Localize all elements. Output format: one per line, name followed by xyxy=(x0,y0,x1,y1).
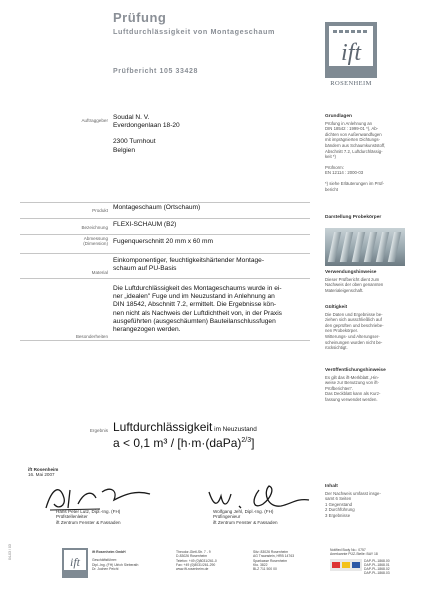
sidebar-line: fassung verwendet werden. xyxy=(325,396,378,402)
formula-exponent: 2/3 xyxy=(241,437,252,444)
divider xyxy=(20,253,310,254)
sidebar-darstellung xyxy=(325,215,405,222)
sidebar-line: EN 12114 : 2000-03 xyxy=(325,170,364,176)
footer-line: Anerkannte PÜZ-Stelle: BAY 18 xyxy=(330,552,378,557)
abmessung-value: Fugenquerschnitt 20 mm x 60 mm xyxy=(113,238,214,245)
footer-line: BLZ 711 500 00 xyxy=(253,567,277,572)
sidebar-heading: Inhalt xyxy=(325,484,338,489)
divider xyxy=(20,340,310,341)
divider xyxy=(20,218,310,219)
sidebar-line: samt 6 Seiten xyxy=(325,496,352,502)
footer-logo xyxy=(62,548,88,578)
signatory-dept: ift Zentrum Fenster & Fassaden xyxy=(56,519,121,525)
sidebar-line: bändern aus Schaumkunststoff, xyxy=(325,142,386,148)
sidebar-line: 1 Gegenstand xyxy=(325,501,352,507)
signatory-name: Hans Peter Lutz, Dipl.-Ing. (FH) xyxy=(56,509,121,514)
sidebar-line: mit imprägnierten Dichtungs- xyxy=(325,137,380,143)
sidebar-line: Der Nachweis umfasst insge- xyxy=(325,490,381,496)
formula-text: a < 0,1 m³ / [h·m·(daPa) xyxy=(113,436,242,450)
besonderheiten-line: herangezogen werden. xyxy=(113,326,181,334)
footer-line: Sitz: 83026 Rosenheim xyxy=(253,550,289,554)
sign-date: 16. Mai 2007 xyxy=(28,472,55,478)
formula-close: ] xyxy=(251,436,255,450)
bezeichnung-value: FLEXI-SCHAUM (B2) xyxy=(113,221,177,228)
footer-line: AG Traunstein, HRB 14763 xyxy=(253,554,295,559)
footer-line: Notified Body No.: 0757 xyxy=(330,548,366,552)
sidebar-line: dichten von Außenwandfugen xyxy=(325,131,382,137)
sidebar-line: Witterungs- und Alterungser- xyxy=(325,333,380,339)
sidebar-line: ziehen sich ausschließlich auf xyxy=(325,317,382,323)
sidebar-line: nen Probekörper. xyxy=(325,328,358,334)
footer-line: DAP-PL-1868.02 xyxy=(364,567,390,572)
accreditation-logos xyxy=(330,559,362,571)
sidebar-line: Dieser Prüfbericht dient zum xyxy=(325,276,380,282)
sidebar-line: 2 Durchführung xyxy=(325,507,355,513)
footer-company xyxy=(92,550,138,571)
sidebar-inhalt xyxy=(325,484,405,519)
label-besonderheiten: Besonderheiten xyxy=(75,334,108,339)
sidebar-line: Es gilt das ift-Merkblatt „Hin- xyxy=(325,374,379,380)
besonderheiten-line: nen nicht als Nachweis der Luftdichtheit von, in der Praxis xyxy=(113,309,282,317)
produkt-value: Montageschaum (Ortschaum) xyxy=(113,204,201,211)
sidebar-veroeffentlichung xyxy=(325,368,405,403)
signatory-left xyxy=(56,509,121,525)
footer-address xyxy=(176,550,217,571)
signatory-name: Wolfgang Jehl, Dipl.-Ing. (FH) xyxy=(213,509,274,514)
auftraggeber-line: 2300 Turnhout xyxy=(113,138,156,146)
footer-line: D-83026 Rosenheim xyxy=(176,554,208,559)
sidebar-line: *) siehe Erläuterungen im Prüf- xyxy=(325,180,384,186)
footer-line: Dipl.-Ing. (FH) Ulrich Sieberath xyxy=(92,562,139,567)
material-line: schaum auf PU-Basis xyxy=(113,265,177,273)
sidebar-line: Prüfberichten". xyxy=(325,385,354,391)
sidebar-line: scheinungen wurden nicht be- xyxy=(325,339,383,345)
sidebar-heading: Veröffentlichungshinweise xyxy=(325,368,386,373)
auftraggeber-line: Soudal N. V. xyxy=(113,114,150,121)
footer-line: Sparkasse Rosenheim xyxy=(253,558,288,563)
signatory-right xyxy=(213,509,278,525)
sidebar-line: Abschnitt 7.2, Luftdurchlässig- xyxy=(325,148,383,154)
divider xyxy=(20,234,310,235)
footer-line: DAP-PL-1868.00 xyxy=(364,558,390,563)
label-abmessung-line: Abmessung xyxy=(83,236,108,241)
label-abmessung xyxy=(20,236,108,246)
besonderheiten-value xyxy=(113,285,313,334)
logo-subtext: ROSENHEIM xyxy=(330,80,372,87)
auftraggeber-line: Belgien xyxy=(113,146,135,154)
sign-place-date xyxy=(28,467,58,478)
material-value xyxy=(113,257,264,273)
material-line: Einkomponentiger, feuchtigkeitshärtender Montage- xyxy=(113,257,265,264)
ift-logo xyxy=(325,22,377,78)
divider xyxy=(20,278,310,279)
signatory-role: Prüfstellenleiter xyxy=(56,514,88,520)
besonderheiten-line: Die Luftdurchlässigkeit des Montageschaums wurde in ei- xyxy=(113,285,282,292)
besonderheiten-line: DIN 18542, Abschnitt 7.2, ermittelt. Die Ergebnisse kön- xyxy=(113,301,277,309)
footer-notified xyxy=(330,548,410,576)
ergebnis-note: im Neuzustand xyxy=(212,426,257,433)
label-abmessung-line: (Dimension) xyxy=(83,241,108,246)
signatory-dept: ift Zentrum Fenster & Fassaden xyxy=(213,519,278,525)
sidebar-gueltigkeit xyxy=(325,305,405,351)
footer-line: Dr. Jochen Peichl xyxy=(92,566,119,571)
footer-line: DAP-PL-1868.03 xyxy=(364,571,390,576)
auftraggeber-block xyxy=(113,114,180,155)
sidebar-line: Nachweis der oben genannten xyxy=(325,282,384,288)
ergebnis-heading xyxy=(113,420,257,434)
sidebar-line: Prüfnorm: xyxy=(325,164,344,170)
sidebar-heading: Gültigkeit xyxy=(325,305,348,310)
footer-line: DAP-PL-1868.01 xyxy=(364,562,390,567)
footer-line: Fax: +49 (0)8031/261-290 xyxy=(176,562,216,567)
footer-line: Kto. 3822 xyxy=(253,562,268,567)
specimen-photo xyxy=(325,228,405,266)
sidebar-line: DIN 18542 : 1999-01 *), Ab- xyxy=(325,126,379,132)
sidebar-line: Materialeigenschaft. xyxy=(325,287,364,293)
footer-bank xyxy=(253,550,294,571)
report-number: Prüfbericht 105 33428 xyxy=(113,68,198,75)
sidebar-line: keit *) xyxy=(325,154,336,160)
footer-line: ift Rosenheim GmbH xyxy=(92,550,126,554)
sidebar-heading: Darstellung Probekörper xyxy=(325,215,382,220)
sidebar-line: bericht xyxy=(325,186,338,192)
sidebar-line: Die Daten und Ergebnisse be- xyxy=(325,311,383,317)
sidebar-line: Prüfung in Anlehnung an xyxy=(325,120,373,126)
page-subtitle: Luftdurchlässigkeit von Montageschaum xyxy=(113,27,275,36)
sidebar-line: Das Deckblatt kann als Kurz- xyxy=(325,391,381,397)
sidebar-line: 3 Ergebnisse xyxy=(325,512,351,518)
page-title: Prüfung xyxy=(113,10,167,25)
label-material: Material xyxy=(91,270,108,275)
sidebar-heading: Grundlagen xyxy=(325,114,352,119)
ergebnis-main: Luftdurchlässigkeit xyxy=(113,420,213,434)
signatory-role: Prüfingenieur xyxy=(213,514,241,520)
sidebar-line: den geprüften und beschriebe- xyxy=(325,322,384,328)
divider xyxy=(20,202,310,203)
label-bezeichnung: Bezeichnung xyxy=(81,225,108,230)
auftraggeber-line: Everdongenlaan 18-20 xyxy=(113,122,180,130)
sign-place: ift Rosenheim xyxy=(28,467,59,472)
sidebar-line: weise zur Benutzung von ift- xyxy=(325,380,379,386)
svg-text:ift: ift xyxy=(69,555,81,569)
footer-line: Geschäftsführer: xyxy=(92,558,118,563)
footer-line: Theodor-Gietl-Str. 7 - 9 xyxy=(176,550,211,554)
svg-text:ift: ift xyxy=(340,40,362,66)
side-code: 04-03 / 03 xyxy=(8,544,12,560)
sidebar-line: rücksichtigt. xyxy=(325,345,348,351)
ergebnis-formula xyxy=(113,436,254,450)
footer-line: Telefon: +49 (0)8031/261-0 xyxy=(176,558,217,563)
besonderheiten-line: ausgeführten (ausgeschäumten) Bauteilanschlussfugen xyxy=(113,317,276,325)
footer-line: www.ift-rosenheim.de xyxy=(176,567,209,572)
label-auftraggeber: Auftraggeber xyxy=(81,118,108,123)
sidebar-verwendung xyxy=(325,270,405,293)
label-produkt: Produkt xyxy=(92,208,108,213)
besonderheiten-line: ner „idealen" Fuge und im Neuzustand in Anlehnung an xyxy=(113,293,275,301)
sidebar-grundlagen xyxy=(325,114,405,192)
label-ergebnis: Ergebnis xyxy=(89,428,108,433)
sidebar-heading: Verwendungshinweise xyxy=(325,270,377,275)
